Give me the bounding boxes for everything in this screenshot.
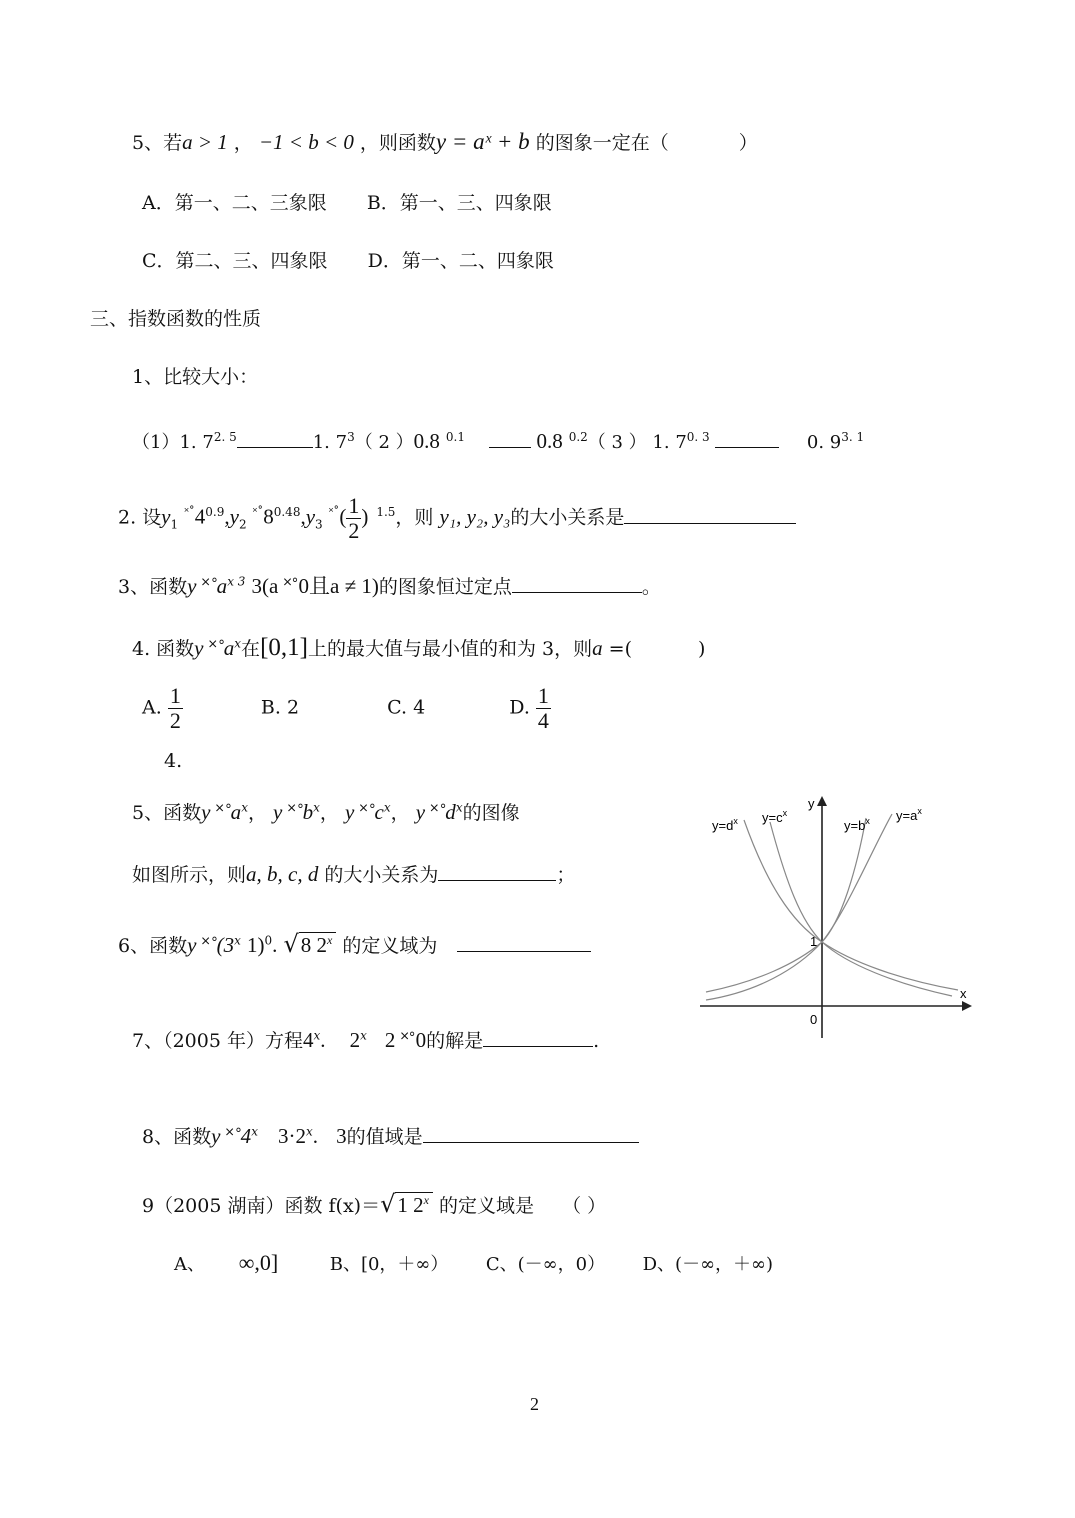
label-d: $y=d^x$ (712, 816, 738, 833)
exponential-graph (696, 792, 978, 1044)
p1-c1-exp: 0. 3 (686, 430, 710, 444)
p4-stray: 4. (164, 750, 183, 772)
p2-stem (118, 494, 796, 543)
p9-radicand (395, 1192, 433, 1218)
p2-comma-1: , (224, 504, 230, 529)
p4-exp: x (234, 636, 242, 651)
p2-glyph-2: ˟˚ (252, 505, 264, 520)
p5-prefix: 5、函数 (132, 802, 202, 824)
p4-option-a-frac (168, 684, 183, 733)
p9-paren: （ ） (562, 1195, 607, 1217)
p1-c1: 1. 7 (652, 432, 687, 453)
p2-prefix: 2. 设 (118, 506, 162, 529)
p4-eq: =( (602, 638, 632, 660)
p7-e3: 2 ˟˚0 (384, 1028, 427, 1052)
p5-comma-3: ， (390, 802, 410, 824)
p1-blank-1[interactable] (237, 429, 313, 448)
p3-prefix: 3、函数 (118, 576, 188, 598)
q5-option-a: A．第一、二、三象限 (142, 192, 327, 214)
p1-a1-exp: 2. 5 (213, 430, 237, 444)
y-axis-label: y (808, 796, 815, 811)
p7-end: . (593, 1030, 600, 1052)
p3-end: 。 (641, 576, 661, 598)
p3-suffix: 的图象恒过定点 (378, 576, 512, 598)
p1-b2: 0.8 (536, 429, 563, 453)
p2-paren-close: ) (361, 504, 369, 529)
p4-stem (132, 634, 705, 662)
y-axis-arrow (817, 796, 827, 806)
p4-d-num: 1 (537, 683, 549, 708)
p1-a2: 1. 7 (312, 432, 348, 453)
p4-close: ) (697, 638, 706, 660)
q5-option-d: D．第一、二、四象限 (367, 250, 554, 272)
p1-c2-exp: 3. 1 (841, 430, 865, 444)
p4-avar: a (592, 636, 603, 660)
p3-exp: x 3 (227, 574, 246, 589)
x-axis-label: x (960, 986, 967, 1001)
p3-blank[interactable] (512, 574, 642, 593)
p5-stem (132, 798, 520, 825)
p7-blank[interactable] (483, 1028, 593, 1047)
p4-mid: 在 (241, 638, 261, 660)
p1-compare (132, 428, 864, 454)
p7-e2exp: x (360, 1028, 367, 1043)
radical-sign: √ (380, 1190, 396, 1218)
x-axis-arrow (962, 1001, 972, 1011)
page-number: 2 (530, 1394, 539, 1414)
p8-stem (142, 1122, 639, 1149)
p6-radicand (299, 932, 337, 958)
p2-y2: y (229, 504, 239, 529)
q5-option-c: C．第二、三、四象限 (142, 250, 328, 272)
p2-frac-exp: 1.5 (376, 505, 396, 520)
p3-expr: y ˟˚a (187, 574, 228, 598)
p8-blank[interactable] (423, 1124, 639, 1143)
p7-prefix: 7、（2005 年）方程 (132, 1030, 303, 1052)
p7-e1: 4 (302, 1028, 314, 1052)
p5-f1: y ˟˚a (201, 800, 242, 824)
p6-blank[interactable] (457, 933, 591, 952)
p4-suffix: 上的最大值与最小值的和为 3，则 (307, 638, 593, 660)
p4-expr: y ˟˚a (194, 636, 235, 660)
q5-sep1: ， (227, 132, 253, 154)
p1-blank-3[interactable] (715, 429, 779, 448)
q5-cond2: −1 < b < 0 (258, 130, 354, 154)
p9-prefix: 9（2005 湖南）函数 f(x)＝ (142, 1195, 381, 1217)
p7-dot: . (320, 1028, 326, 1052)
p3-tail: 3(a ˟˚0且a ≠ 1) (251, 574, 379, 598)
p6-exp1: x (234, 933, 241, 948)
p9-option-b: B、[0，＋∞） (329, 1254, 449, 1275)
p2-frac-num: 1 (348, 493, 360, 518)
p6-expr2: 1) (247, 933, 265, 957)
p9-suffix: 的定义域是 (439, 1195, 535, 1217)
p1-a2-exp: 3 (347, 430, 355, 444)
p5-f3: y ˟˚c (344, 800, 384, 824)
p1-b1: 0.8 (413, 429, 440, 453)
p7-suffix: 的解是 (426, 1030, 484, 1052)
p2-paren-open: ( (339, 504, 347, 529)
p4-option-a: A. (142, 696, 162, 719)
q5-suffix: 的图象一定在（ (529, 132, 669, 154)
section-title: 三、指数函数的性质 (90, 308, 262, 330)
p2-glyph-3: ˟˚ (328, 505, 340, 520)
p5-x1: x (241, 800, 248, 815)
label-b: $y=b^x$ (844, 816, 870, 833)
p6-dot: . (272, 933, 278, 957)
p4-option-c: C. 4 (387, 696, 426, 719)
q5-options-row1 (142, 188, 552, 215)
p1-blank-2[interactable] (489, 429, 531, 448)
q5-close: ） (738, 132, 758, 154)
label-a: $y=a^x$ (896, 806, 922, 823)
p8-expr: y ˟˚4 (211, 1124, 252, 1148)
p6-radexp: x (326, 933, 333, 947)
p4-a-den: 2 (169, 708, 181, 733)
p9-option-d: D、(－∞，＋∞) (642, 1254, 774, 1275)
p4-d-den: 4 (537, 708, 549, 733)
curve-c (770, 822, 952, 996)
q5-option-b: B．第一、三、四象限 (366, 192, 552, 214)
p2-comma-2: , (300, 504, 306, 529)
origin-label: 0 (810, 1012, 818, 1027)
p4-a-num: 1 (169, 683, 181, 708)
p1-title: 1、比较大小： (132, 366, 259, 388)
p2-list: y₁, y₂, y₃ (439, 504, 511, 529)
p8-expr3: 3 (336, 1124, 347, 1148)
p4-option-b: B. 2 (260, 696, 300, 719)
q5-options-row2 (142, 246, 554, 273)
p2-glyph-1: ˟˚ (184, 505, 195, 520)
p4-prefix: 4. 函数 (132, 638, 195, 660)
q5-prefix: 5、若 (132, 132, 183, 154)
p5-line2b: 的大小关系为 (324, 864, 439, 886)
p1-b0: （ 2 ） (354, 432, 414, 453)
p9-stem (142, 1190, 606, 1218)
p2-mid: ，则 (395, 506, 434, 529)
p2-y1: y (161, 504, 171, 529)
p5-x3: x (383, 800, 391, 815)
p4-options (142, 684, 551, 733)
p6-exp2: 0 (264, 933, 273, 948)
p6-rad: 8 2 (300, 933, 327, 957)
p8-exp1: x (251, 1124, 258, 1139)
p1-c2: 0. 9 (806, 432, 842, 453)
p6-stem (118, 930, 591, 958)
p5-f4: y ˟˚d (415, 800, 456, 824)
p2-v1-exp: 0.9 (205, 505, 225, 520)
p5-line2a: 如图所示，则 (132, 864, 247, 886)
p7-e1exp: x (313, 1028, 321, 1043)
p2-suffix: 的大小关系是 (510, 506, 625, 529)
p8-exp2: x (306, 1124, 313, 1139)
p2-frac-den: 2 (348, 518, 360, 543)
p1-b2-exp: 0.2 (568, 430, 588, 444)
p2-y3-sub: 3 (315, 517, 323, 532)
p5-comma-1: ， (247, 802, 267, 824)
p5-vars: a, b, c, d (246, 862, 319, 886)
p5-suffix: 的图像 (462, 802, 520, 824)
p9-option-c: C、(－∞，0） (485, 1254, 606, 1275)
p7-stem (132, 1026, 599, 1053)
intercept-label: 1 (810, 934, 818, 949)
p9-radexp: x (423, 1193, 429, 1207)
q5-func: y = aˣ + b (435, 129, 530, 154)
p1-a1: （1）1. 7 (132, 432, 214, 453)
q5-cond1: a > 1 (182, 130, 228, 154)
p5-f2: y ˟˚b (273, 800, 314, 824)
p6-prefix: 6、函数 (118, 935, 188, 957)
p2-blank[interactable] (624, 505, 796, 524)
p2-y1-sub: 1 (170, 517, 179, 532)
p9-rad: 1 2 (397, 1193, 424, 1217)
p8-suffix: 的值域是 (346, 1126, 423, 1148)
p7-e2: 2 (349, 1028, 361, 1052)
p4-option-d-frac (536, 684, 551, 733)
p4-interval: [0,1] (260, 634, 308, 661)
p2-y3: y (305, 504, 316, 529)
p9-option-a: A、 (174, 1254, 205, 1275)
p8-expr2: 3·2 (278, 1124, 307, 1148)
p6-suffix: 的定义域为 (342, 935, 438, 957)
p2-v2: 8 (263, 504, 274, 529)
label-c: $y=c^x$ (762, 808, 788, 825)
p5-line2 (132, 860, 575, 887)
p2-y2-sub: 2 (238, 517, 247, 532)
p2-fraction (346, 494, 361, 543)
q5-sep2: ，则函数 (353, 132, 436, 154)
p8-dot: . (312, 1124, 319, 1148)
radical-sign: √ (283, 930, 299, 958)
p6-expr: y ˟˚(3 (187, 933, 235, 957)
q5-stem (132, 128, 758, 155)
p4-option-d: D. (509, 696, 530, 719)
p5-x4: x (455, 800, 463, 815)
p8-prefix: 8、函数 (142, 1126, 212, 1148)
p5-blank[interactable] (438, 862, 556, 881)
p9-options (174, 1250, 773, 1276)
p9-option-a-expr: ∞,0] (238, 1250, 279, 1275)
p5-x2: x (313, 800, 320, 815)
p2-v2-exp: 0.48 (273, 505, 301, 520)
p1-b1-exp: 0.1 (445, 430, 465, 444)
p1-c0: （ 3 ） (587, 432, 647, 453)
p3-stem (118, 570, 661, 600)
p5-comma-2: ， (319, 802, 339, 824)
p5-end: ； (556, 864, 576, 886)
p2-v1: 4 (194, 504, 206, 529)
